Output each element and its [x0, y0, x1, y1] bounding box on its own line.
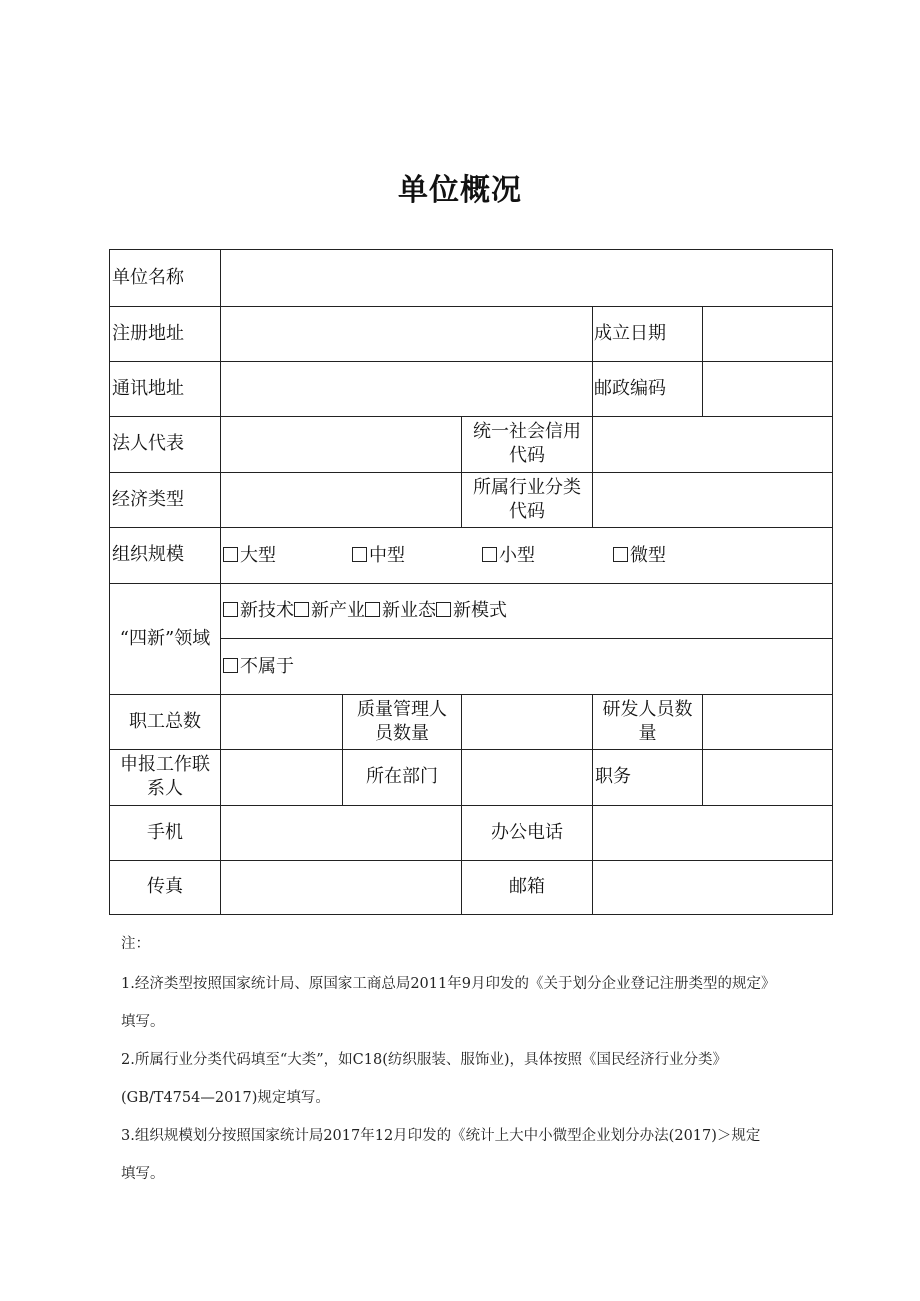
department-field[interactable]: [462, 749, 592, 805]
scale-option-small[interactable]: 小型: [482, 544, 535, 568]
label-reg-address: 注册地址: [112, 322, 184, 344]
four-new-option-business[interactable]: 新业态: [365, 600, 436, 621]
unit-name-field[interactable]: [221, 250, 832, 306]
mail-address-field[interactable]: [221, 361, 592, 416]
notes-header: 注：: [121, 936, 150, 952]
econ-type-field[interactable]: [221, 472, 461, 527]
note-2: 2.所属行业分类代码填至“大类”，如C18(纺织服装、服饰业)，具体按照《国民经济行业分类》: [121, 1052, 728, 1068]
reg-address-field[interactable]: [221, 306, 592, 361]
checkbox-icon: [294, 602, 309, 617]
scale-option-large[interactable]: 大型: [223, 544, 276, 568]
checkbox-icon: [223, 547, 238, 562]
four-new-option-model[interactable]: 新模式: [436, 600, 507, 621]
rd-staff-field[interactable]: [703, 694, 832, 749]
office-phone-field[interactable]: [593, 805, 832, 860]
found-date-field[interactable]: [703, 306, 832, 361]
note-2-cont: (GB/T4754—2017)规定填写。: [121, 1090, 330, 1106]
label-office-phone: 办公电话: [491, 821, 563, 843]
contact-field[interactable]: [221, 749, 342, 805]
fax-field[interactable]: [221, 860, 461, 914]
note-3-cont: 填写。: [121, 1166, 165, 1182]
four-new-option-industry[interactable]: 新产业: [294, 600, 365, 621]
checkbox-icon: [482, 547, 497, 562]
label-mobile: 手机: [147, 821, 183, 843]
four-new-option-none[interactable]: 不属于: [223, 655, 294, 679]
position-field[interactable]: [703, 749, 832, 805]
mobile-field[interactable]: [221, 805, 461, 860]
label-fax: 传真: [147, 876, 183, 897]
label-postcode: 邮政编码: [594, 377, 666, 399]
four-new-options: [223, 599, 507, 623]
label-four-new: “四新”领域: [119, 627, 211, 649]
quality-staff-field[interactable]: [462, 694, 592, 749]
note-1-cont: 填写。: [121, 1014, 165, 1030]
checkbox-icon: [436, 602, 451, 617]
row-divider: [220, 638, 832, 639]
staff-total-field[interactable]: [221, 694, 342, 749]
four-new-option-tech[interactable]: 新技术: [223, 600, 294, 621]
credit-code-field[interactable]: [593, 416, 832, 472]
label-quality-staff: 质量管理人员数量: [357, 698, 447, 744]
legal-rep-field[interactable]: [221, 416, 461, 472]
label-staff-total: 职工总数: [129, 710, 201, 732]
checkbox-icon: [365, 602, 380, 617]
note-3: 3.组织规模划分按照国家统计局2017年12月印发的《统计上大中小微型企业划分办法(2017)＞规定: [121, 1128, 761, 1144]
scale-option-micro[interactable]: 微型: [613, 544, 666, 568]
label-email: 邮箱: [509, 876, 545, 897]
unit-overview-form: [109, 249, 833, 915]
checkbox-icon: [223, 658, 238, 673]
label-legal-rep: 法人代表: [112, 433, 184, 454]
industry-code-field[interactable]: [593, 472, 832, 527]
page-title: 单位概况: [398, 173, 522, 208]
scale-option-medium[interactable]: 中型: [352, 544, 405, 568]
label-rd-staff: 研发人员数量: [602, 698, 693, 744]
label-contact: 申报工作联系人: [120, 754, 210, 799]
postcode-field[interactable]: [703, 361, 832, 416]
label-industry-code: 所属行业分类代码: [473, 476, 581, 522]
label-credit-code: 统一社会信用代码: [473, 421, 581, 466]
email-field[interactable]: [593, 860, 832, 914]
label-econ-type: 经济类型: [112, 488, 184, 510]
label-unit-name: 单位名称: [112, 267, 184, 288]
checkbox-icon: [613, 547, 628, 562]
label-department: 所在部门: [366, 766, 438, 787]
checkbox-icon: [223, 602, 238, 617]
label-org-scale: 组织规模: [112, 544, 184, 565]
label-mail-address: 通讯地址: [112, 377, 184, 399]
label-position: 职务: [595, 766, 631, 787]
note-1: 1.经济类型按照国家统计局、原国家工商总局2011年9月印发的《关于划分企业登记注册类型的规定》: [121, 976, 776, 992]
checkbox-icon: [352, 547, 367, 562]
label-found-date: 成立日期: [594, 322, 666, 344]
